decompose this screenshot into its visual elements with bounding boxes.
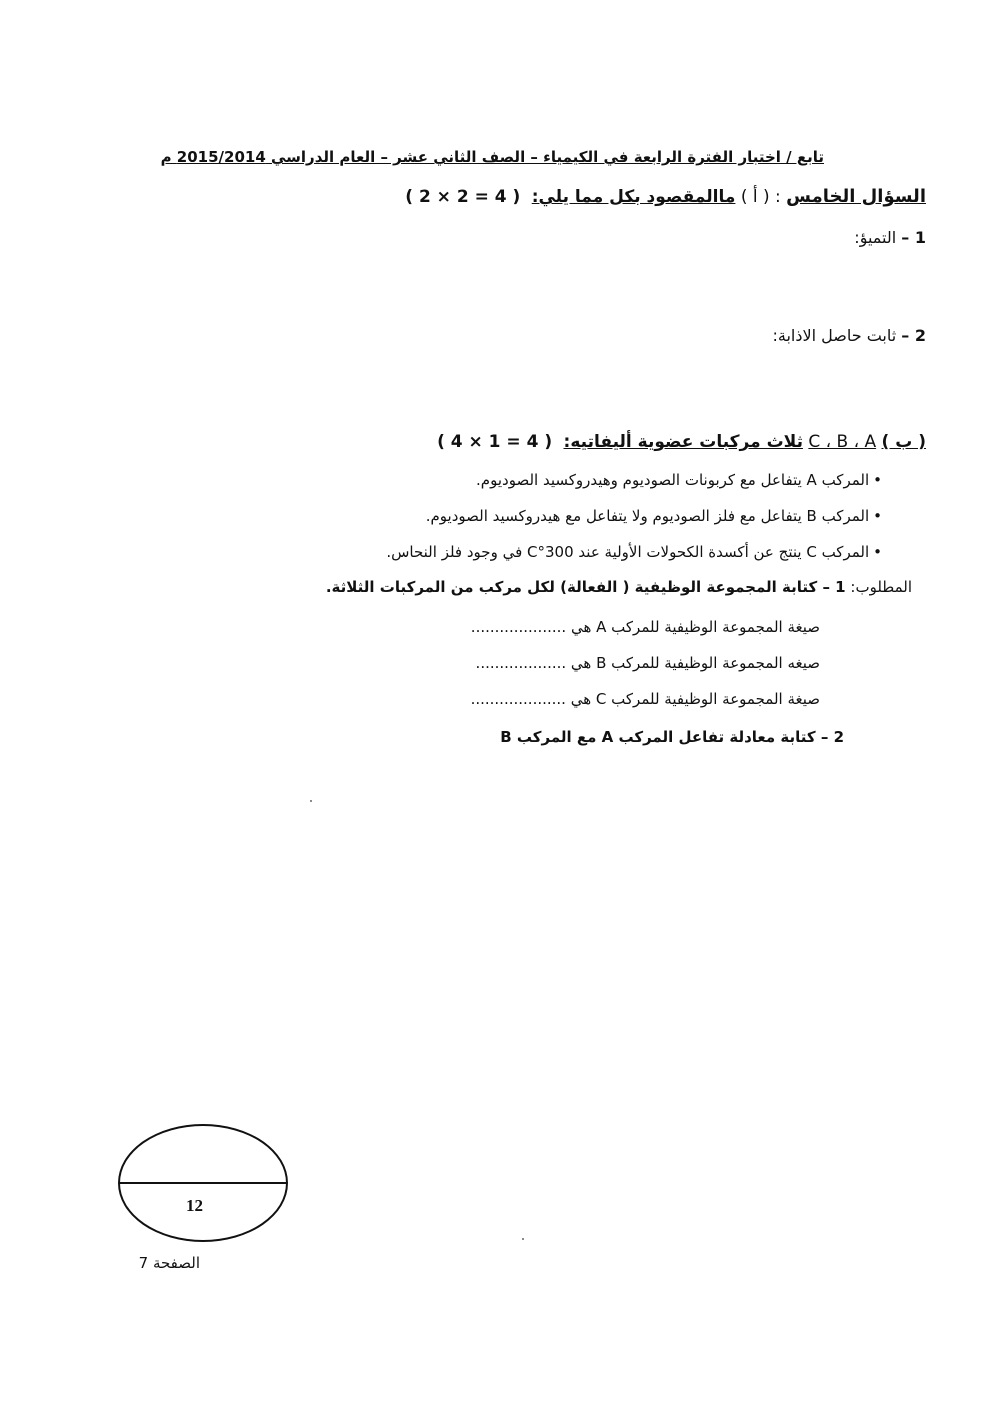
fill-line-c-dots: .................... <box>470 690 566 708</box>
fill-line-c <box>471 690 820 708</box>
fill-line-a <box>471 618 820 636</box>
part-a-title: ماالمقصود بكل مما يلي: <box>531 187 736 207</box>
definition-item-1-number: 1 – <box>901 228 926 247</box>
part-b-marks: ( 4 × 1 = 4 ) <box>437 432 553 452</box>
definition-item-2 <box>772 326 926 345</box>
required-label: المطلوب: <box>850 578 912 596</box>
required-line-1 <box>326 578 912 596</box>
compound-b-description: • المركب B يتفاعل مع فلز الصوديوم ولا يتفاعل مع هيدروكسيد الصوديوم. <box>426 507 882 525</box>
definition-item-2-text: ثابت حاصل الاذابة: <box>772 326 897 345</box>
definition-item-1-text: التميؤ: <box>854 228 897 247</box>
fill-line-c-text: صيغة المجموعة الوظيفية للمركب C هي <box>570 690 820 708</box>
part-b-title: ثلاث مركبات عضوية أليفاتيه: <box>563 432 803 452</box>
part-b-prefix: ( ب ) <box>881 432 926 452</box>
score-value: 12 <box>186 1196 203 1215</box>
question5-title: السؤال الخامس <box>786 186 926 207</box>
question5-line <box>405 186 926 207</box>
fill-line-a-text: صيغة المجموعة الوظيفية للمركب A هي <box>570 618 820 636</box>
part-b-line <box>437 432 926 452</box>
part-a-prefix: : ( أ ) <box>740 187 781 207</box>
fill-line-b <box>476 654 820 672</box>
part-a-marks: ( 2 × 2 = 4 ) <box>405 187 521 207</box>
definition-item-1 <box>854 228 926 247</box>
compound-a-description: • المركب A يتفاعل مع كربونات الصوديوم وهيدروكسيد الصوديوم. <box>476 471 882 489</box>
exam-header: تابع / اختبار الفترة الرابعة في الكيمياء – الصف الثاني عشر – العام الدراسي 2015/2014 م <box>160 148 824 166</box>
fill-line-b-text: صيغه المجموعة الوظيفية للمركب B هي <box>570 654 820 672</box>
scan-speck <box>522 1238 524 1240</box>
required-1-text: 1 – كتابة المجموعة الوظيفية ( الفعالة) لكل مركب من المركبات الثلاثة. <box>325 578 846 596</box>
compound-c-description: • المركب C ينتج عن أكسدة الكحولات الأولية عند 300°C في وجود فلز النحاس. <box>386 543 882 561</box>
fill-line-a-dots: .................... <box>470 618 567 636</box>
score-divider <box>120 1182 286 1184</box>
fill-line-b-dots: ................... <box>475 654 567 672</box>
definition-item-2-number: 2 – <box>901 326 926 345</box>
scan-speck <box>310 800 312 802</box>
part-b-compounds: C ، B ، A <box>808 432 877 452</box>
page-number-label: الصفحة 7 <box>138 1254 200 1272</box>
required-line-2: 2 – كتابة معادلة تفاعل المركب A مع المركب B <box>500 728 844 746</box>
